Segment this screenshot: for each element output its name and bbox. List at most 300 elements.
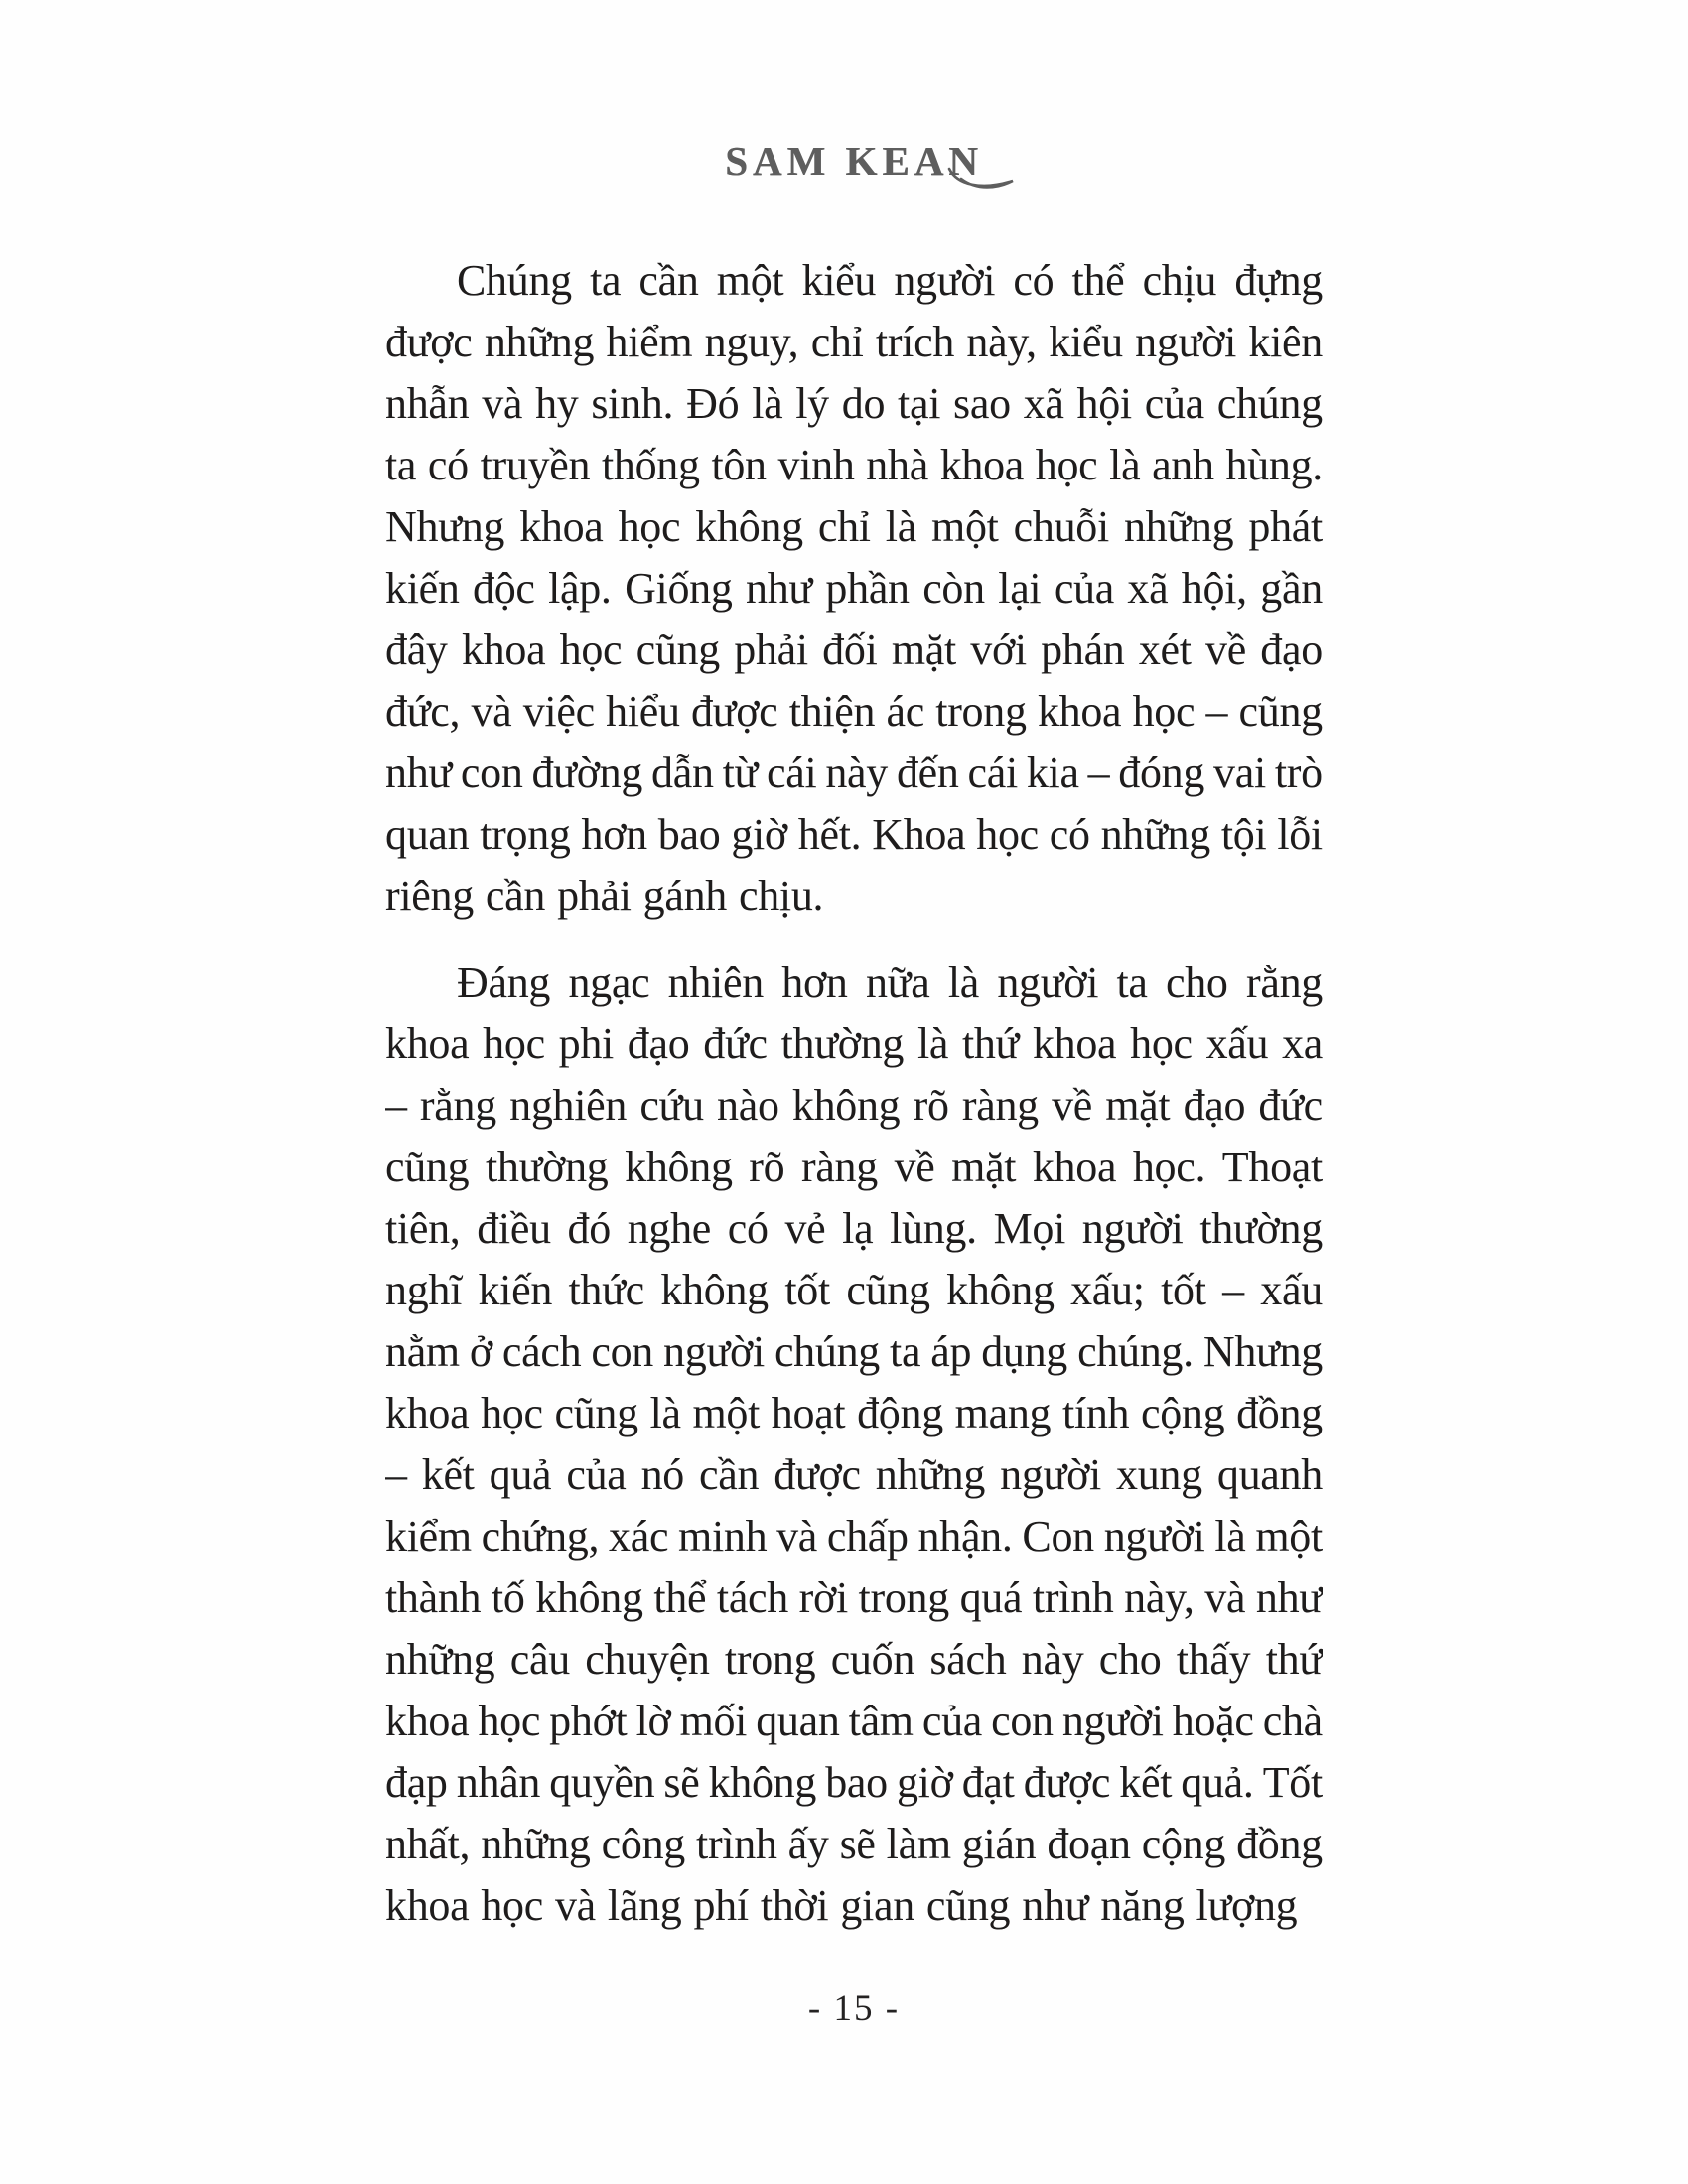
word: thành [385, 1573, 482, 1622]
word: chà [1262, 1697, 1323, 1745]
word: thức [568, 1266, 644, 1314]
word: là [752, 379, 783, 428]
word: Khoa [872, 810, 966, 859]
word: những [385, 1635, 495, 1684]
word: nào [717, 1081, 779, 1130]
word: có [1013, 256, 1055, 305]
word: đến [896, 749, 959, 797]
word: đức [1258, 1081, 1323, 1130]
word: – [385, 1450, 407, 1499]
text-line [385, 435, 1323, 496]
word: của [566, 1450, 627, 1499]
word: tiên, [385, 1204, 461, 1253]
word: đạo [627, 1020, 690, 1068]
word: có [427, 441, 469, 489]
word: không [946, 1266, 1055, 1314]
word: cũng [635, 625, 720, 674]
word: không [625, 1143, 733, 1191]
body-text [385, 250, 1323, 1937]
word: kiểm [385, 1512, 472, 1561]
word: cho [1166, 958, 1228, 1007]
word: đối [822, 625, 878, 674]
word: ta [385, 441, 417, 489]
word: đức, [385, 687, 461, 736]
text-line [385, 804, 1323, 866]
word: phí [693, 1881, 749, 1930]
word: đạo [1183, 1081, 1246, 1130]
word: thường [485, 1143, 609, 1191]
word: gian [840, 1881, 914, 1930]
word: học [481, 1881, 543, 1930]
word: như [1255, 1573, 1323, 1622]
word: Nhưng [385, 502, 505, 551]
word: và [776, 1512, 818, 1561]
word: gần [1260, 564, 1323, 613]
page-header [385, 137, 1323, 197]
word: người [894, 256, 996, 305]
word: những [481, 1820, 591, 1868]
word: kiến [385, 564, 460, 613]
word: một [931, 502, 999, 551]
text-line [385, 952, 1323, 1014]
word: sinh. [591, 379, 674, 428]
word: khoa [939, 441, 1025, 489]
word: chuỗi [1013, 502, 1109, 551]
text-line [385, 1506, 1323, 1568]
word: dụng [981, 1327, 1068, 1376]
word: ác [886, 687, 924, 736]
word: của [1054, 564, 1114, 613]
word: cộng [1141, 1820, 1226, 1868]
word: lờ [635, 1697, 671, 1745]
word: người [663, 1327, 765, 1376]
word: hiểu [606, 687, 680, 736]
word: kiểu [801, 256, 877, 305]
word: khoa [1037, 687, 1122, 736]
word: mang [954, 1389, 1052, 1437]
word: hội, [1181, 564, 1247, 613]
word: đức [703, 1020, 768, 1068]
word: kia [1026, 749, 1079, 797]
word: trò [1274, 749, 1323, 797]
word: ở [469, 1327, 492, 1376]
word: nữa [865, 958, 930, 1007]
word: Con [1022, 1512, 1094, 1561]
word: Nhưng [1202, 1327, 1323, 1376]
word: này, [966, 318, 1037, 366]
word: cũng [925, 1881, 1011, 1930]
word: được [774, 1450, 861, 1499]
text-line [385, 1075, 1323, 1137]
word: áp [930, 1327, 972, 1376]
word: chỉ [810, 318, 864, 366]
word: phi [558, 1020, 614, 1068]
word: làm [886, 1820, 951, 1868]
word: nhẫn [385, 379, 470, 428]
word: từ [722, 749, 759, 797]
word: những [484, 318, 595, 366]
word: chịu. [739, 872, 824, 920]
word: hiểm [606, 318, 693, 366]
word: Chúng [457, 256, 572, 305]
text-line [385, 866, 1323, 927]
word: xã [1127, 564, 1169, 613]
word: học [1132, 687, 1196, 736]
word: cuốn [830, 1635, 915, 1684]
paragraph-1 [385, 250, 1323, 927]
page-footer [385, 1987, 1323, 2031]
word: Giống [625, 564, 733, 613]
word: hơn [581, 810, 647, 859]
word: ta [1116, 958, 1148, 1007]
word: tố [491, 1573, 525, 1622]
word: nguy, [704, 318, 799, 366]
word: tính [1061, 1389, 1130, 1437]
word: về [894, 1143, 935, 1191]
word: truyền [480, 441, 591, 489]
word: chuyện [585, 1635, 710, 1684]
word: tâm [848, 1697, 914, 1745]
text-line [385, 373, 1323, 435]
word: khoa [385, 1020, 470, 1068]
word: riêng [385, 872, 474, 920]
word: lỗi [1277, 810, 1323, 859]
word: một [1255, 1512, 1323, 1561]
word: Đó [686, 379, 740, 428]
word: anh [1152, 441, 1214, 489]
word: tôn [711, 441, 767, 489]
word: xấu [1260, 1266, 1323, 1314]
word: công [601, 1820, 685, 1868]
word: tại [898, 379, 941, 428]
header-flourish-icon [947, 167, 1017, 193]
word: gánh [642, 872, 727, 920]
word: hết. [797, 810, 862, 859]
word: hơn [781, 958, 848, 1007]
word: ràng [800, 1143, 878, 1191]
word: lập. [548, 564, 612, 613]
word: Tốt [1262, 1758, 1323, 1807]
word: lùng. [890, 1204, 977, 1253]
word: cũng [1238, 687, 1323, 736]
word: phớt [549, 1697, 628, 1745]
word: ta [890, 1327, 921, 1376]
word: cái [967, 749, 1018, 797]
word: những [1123, 502, 1234, 551]
text-line [385, 1875, 1323, 1937]
word: quan [385, 810, 470, 859]
word: kiểu [1049, 318, 1123, 366]
word: là [885, 502, 916, 551]
word: không [708, 1758, 817, 1807]
word: sẽ [839, 1820, 876, 1868]
word: trình [696, 1820, 777, 1868]
word: người [1135, 318, 1237, 366]
word: với [970, 625, 1027, 674]
word: vinh [777, 441, 855, 489]
word: – [1087, 749, 1110, 797]
word: giờ [896, 1758, 953, 1807]
word: không [535, 1573, 643, 1622]
word: độc [473, 564, 535, 613]
word: hy [535, 379, 579, 428]
word: như [1022, 1881, 1089, 1930]
word: của [921, 1697, 983, 1745]
word: được [385, 318, 473, 366]
word: giờ [731, 810, 787, 859]
word: trình [1032, 1573, 1114, 1622]
word: rằng [419, 1081, 496, 1130]
word: mặt [891, 625, 956, 674]
word: được [690, 687, 778, 736]
text-line [385, 681, 1323, 743]
word: cần [638, 256, 699, 305]
word: nó [640, 1450, 684, 1499]
text-line [385, 496, 1323, 558]
word: đóng [1118, 749, 1205, 797]
text-line [385, 558, 1323, 619]
word: không [695, 502, 803, 551]
word: sách [929, 1635, 1007, 1684]
text-line [385, 250, 1323, 312]
text-line [385, 1444, 1323, 1506]
word: vai [1213, 749, 1266, 797]
text-line [385, 1383, 1323, 1444]
word: một [692, 1389, 761, 1437]
word: nghĩ [385, 1266, 463, 1314]
word: tách [716, 1573, 788, 1622]
word: thường [780, 1020, 905, 1068]
word: nghe [627, 1204, 712, 1253]
word: có [727, 1204, 769, 1253]
word: và [482, 379, 523, 428]
word: học [1130, 1020, 1193, 1068]
word: quả [489, 1450, 552, 1499]
text-line [385, 619, 1323, 681]
word: là [1214, 1512, 1246, 1561]
text-line [385, 1321, 1323, 1383]
word: và [554, 1881, 596, 1930]
word: nghiên [509, 1081, 628, 1130]
word: nhận. [917, 1512, 1013, 1561]
word: gián [961, 1820, 1037, 1868]
word: hoặc [1172, 1697, 1254, 1745]
word: xa [1282, 1020, 1323, 1068]
word: cũng [846, 1266, 930, 1314]
word: học [976, 810, 1039, 859]
word: khoa [385, 1697, 470, 1745]
word: quyền [549, 1758, 655, 1807]
word: không [660, 1266, 769, 1314]
word: quan [756, 1697, 840, 1745]
word: thường [1199, 1204, 1323, 1253]
word: thể [653, 1573, 707, 1622]
word: rời [798, 1573, 848, 1622]
word: là [649, 1389, 681, 1437]
word: chúng [774, 1327, 880, 1376]
word: thấy [1176, 1635, 1251, 1684]
word: người [1000, 1450, 1101, 1499]
word: này [825, 749, 888, 797]
word: mặt [951, 1143, 1017, 1191]
word: lại [998, 564, 1042, 613]
word: một [716, 256, 784, 305]
word: học [483, 1020, 545, 1068]
word: xung [1116, 1450, 1202, 1499]
word: cách [501, 1327, 582, 1376]
word: về [1052, 1081, 1093, 1130]
word: của [1144, 379, 1204, 428]
word: người [1103, 1512, 1205, 1561]
word: xấu [1205, 1020, 1269, 1068]
text-line [385, 312, 1323, 373]
word: kiến [478, 1266, 553, 1314]
word: xấu; [1070, 1266, 1145, 1314]
word: cần [699, 1450, 760, 1499]
word: khoa [385, 1389, 470, 1437]
word: đoạn [1047, 1820, 1131, 1868]
word: dẫn [651, 749, 714, 797]
word: khoa [461, 625, 546, 674]
word: thiện [788, 687, 876, 736]
word: như [746, 564, 812, 613]
word: năng [1100, 1881, 1185, 1930]
word: trích [875, 318, 955, 366]
word: phát [1248, 502, 1323, 551]
word: người [997, 958, 1099, 1007]
word: kiên [1248, 318, 1323, 366]
paragraph-2 [385, 952, 1323, 1937]
text-line [385, 1260, 1323, 1321]
word: đường [531, 749, 643, 797]
word: học [559, 625, 623, 674]
word: xã [1023, 379, 1064, 428]
word: có [1049, 810, 1090, 859]
text-line [385, 1137, 1323, 1198]
text-line [385, 1014, 1323, 1075]
word: do [841, 379, 886, 428]
text-line [385, 1691, 1323, 1752]
word: cũng [385, 1143, 470, 1191]
word: quanh [1216, 1450, 1323, 1499]
word: này [1021, 1635, 1084, 1684]
word: xét [1138, 625, 1192, 674]
word: câu [509, 1635, 570, 1684]
word: ta [590, 256, 622, 305]
word: thống [601, 441, 700, 489]
word: sao [953, 379, 1011, 428]
word: còn [922, 564, 985, 613]
word: cộng [1140, 1389, 1225, 1437]
word: mối [679, 1697, 748, 1745]
word: cái [767, 749, 817, 797]
word: trọng [480, 810, 571, 859]
word: vẻ [784, 1204, 826, 1253]
word: Thoạt [1221, 1143, 1323, 1191]
word: minh [678, 1512, 768, 1561]
word: học [618, 502, 681, 551]
word: điều [477, 1204, 551, 1253]
word: tốt [784, 1266, 830, 1314]
word: lượng [1196, 1881, 1298, 1930]
word: chúng [1216, 379, 1323, 428]
word: rõ [749, 1143, 785, 1191]
word: hội [1076, 379, 1132, 428]
word: học [478, 1697, 541, 1745]
word: cần [485, 872, 546, 920]
word: xác [609, 1512, 669, 1561]
word: cũng [554, 1389, 638, 1437]
word: – [1205, 687, 1228, 736]
word: phải [557, 872, 632, 920]
word: con [991, 1697, 1054, 1745]
word: đó [567, 1204, 611, 1253]
word: sẽ [663, 1758, 700, 1807]
word: nhất, [385, 1820, 471, 1868]
word: là [1109, 441, 1141, 489]
word: nhà [866, 441, 928, 489]
word: trong [858, 1573, 949, 1622]
word: chúng. [1077, 1327, 1194, 1376]
word: lạ [842, 1204, 874, 1253]
word: đạo [1260, 625, 1323, 674]
word: thứ [1265, 1635, 1323, 1684]
word: trong [724, 1635, 816, 1684]
word: đồng [1236, 1820, 1323, 1868]
text-line [385, 1568, 1323, 1629]
author-name-text: SAM KEAN [725, 138, 983, 184]
word: – [385, 1081, 407, 1130]
text-line [385, 1198, 1323, 1260]
word: học [1035, 441, 1098, 489]
word: phải [734, 625, 808, 674]
word: trong [935, 687, 1027, 736]
text-line [385, 1814, 1323, 1875]
word: tội [1220, 810, 1267, 859]
word: ngạc [568, 958, 650, 1007]
word: Mọi [993, 1204, 1066, 1253]
word: cứu [639, 1081, 704, 1130]
word: những [1100, 810, 1210, 859]
word: ràng [961, 1081, 1039, 1130]
word: thể [1071, 256, 1125, 305]
word: là [916, 1020, 949, 1068]
word: đạt [961, 1758, 1015, 1807]
word: hùng. [1225, 441, 1323, 489]
word: con [460, 749, 523, 797]
word: lãng [607, 1881, 682, 1930]
word: đạp [385, 1758, 448, 1807]
word: không [791, 1081, 901, 1130]
page-number: - 15 - [807, 1988, 901, 2029]
word: về [1205, 625, 1246, 674]
text-line [385, 743, 1323, 804]
word: quả. [1181, 1758, 1254, 1807]
word: khoa [385, 1881, 470, 1930]
word: bao [825, 1758, 888, 1807]
word: người [1061, 1697, 1164, 1745]
word: chỉ [817, 502, 871, 551]
word: người [1081, 1204, 1184, 1253]
word: động [857, 1389, 943, 1437]
word: – [1222, 1266, 1244, 1314]
word: chịu [1142, 256, 1217, 305]
author-running-head [725, 137, 983, 185]
word: ấy [787, 1820, 829, 1868]
word: như [385, 749, 452, 797]
word: chứng, [481, 1512, 600, 1561]
word: kết [1119, 1758, 1173, 1807]
